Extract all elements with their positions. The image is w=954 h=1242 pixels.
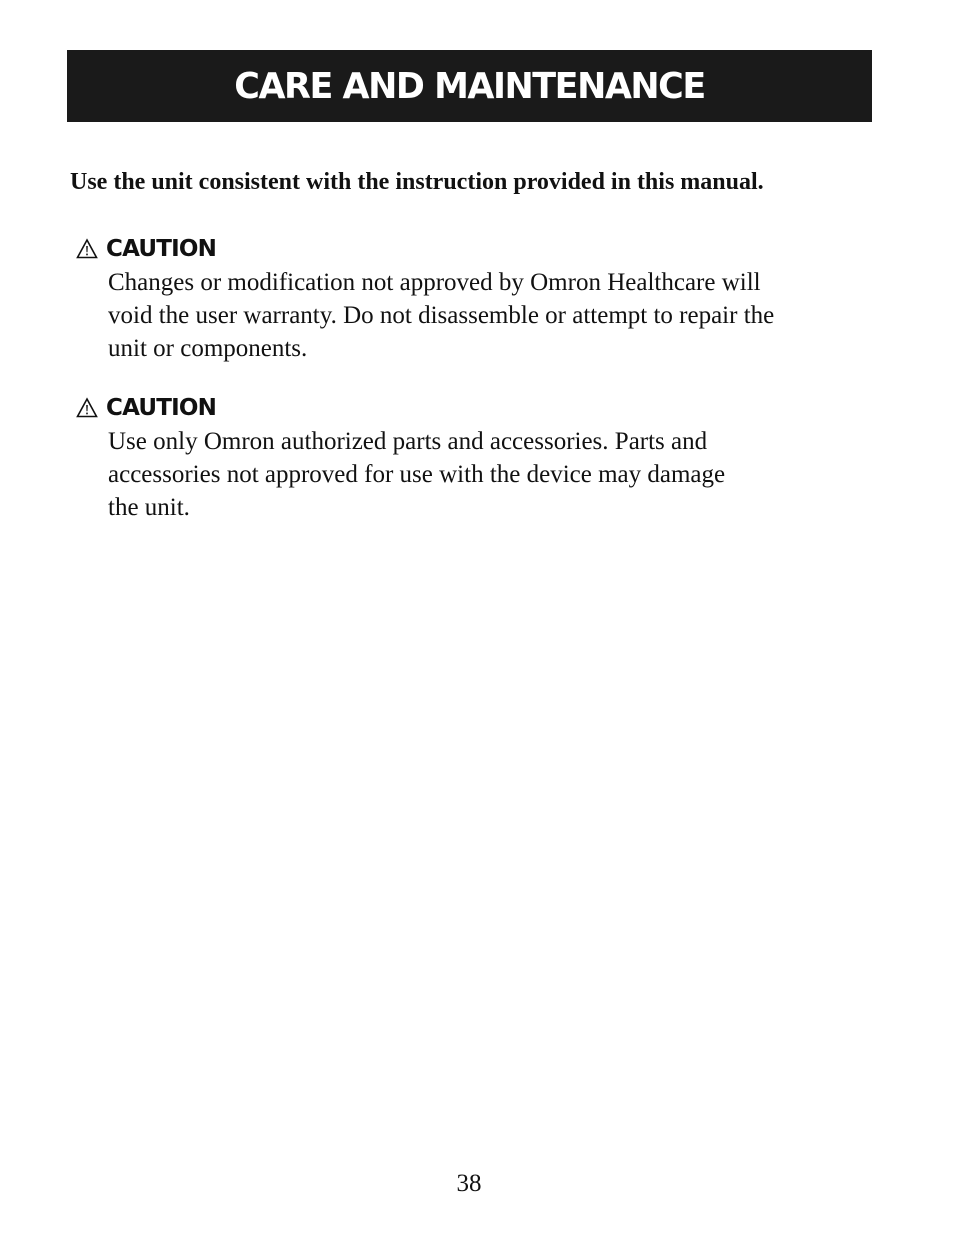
warning-triangle-icon [76,397,98,419]
caution-heading [76,392,876,424]
caution-label: CAUTION [106,395,217,421]
caution-block [76,392,876,524]
caution-block [76,233,876,365]
caution-text-line: accessories not approved for use with the device may damage [108,461,726,488]
caution-text-line: void the user warranty. Do not disassemble or attempt to repair the [108,302,775,329]
caution-text-line: unit or components. [108,335,308,362]
intro-statement: Use the unit consistent with the instruction provided in this manual. [70,169,764,195]
warning-triangle-icon [76,238,98,260]
caution-text-line: Changes or modification not approved by Omron Healthcare will [108,269,761,296]
caution-heading [76,233,876,265]
section-header-bar [67,50,872,122]
caution-text [108,266,876,365]
caution-text-line: the unit. [108,494,190,521]
caution-text [108,425,876,524]
page-title: CARE AND MAINTENANCE [234,65,705,107]
page-number: 38 [456,1170,482,1197]
caution-label: CAUTION [106,236,217,262]
caution-text-line: Use only Omron authorized parts and accessories. Parts and [108,428,708,455]
